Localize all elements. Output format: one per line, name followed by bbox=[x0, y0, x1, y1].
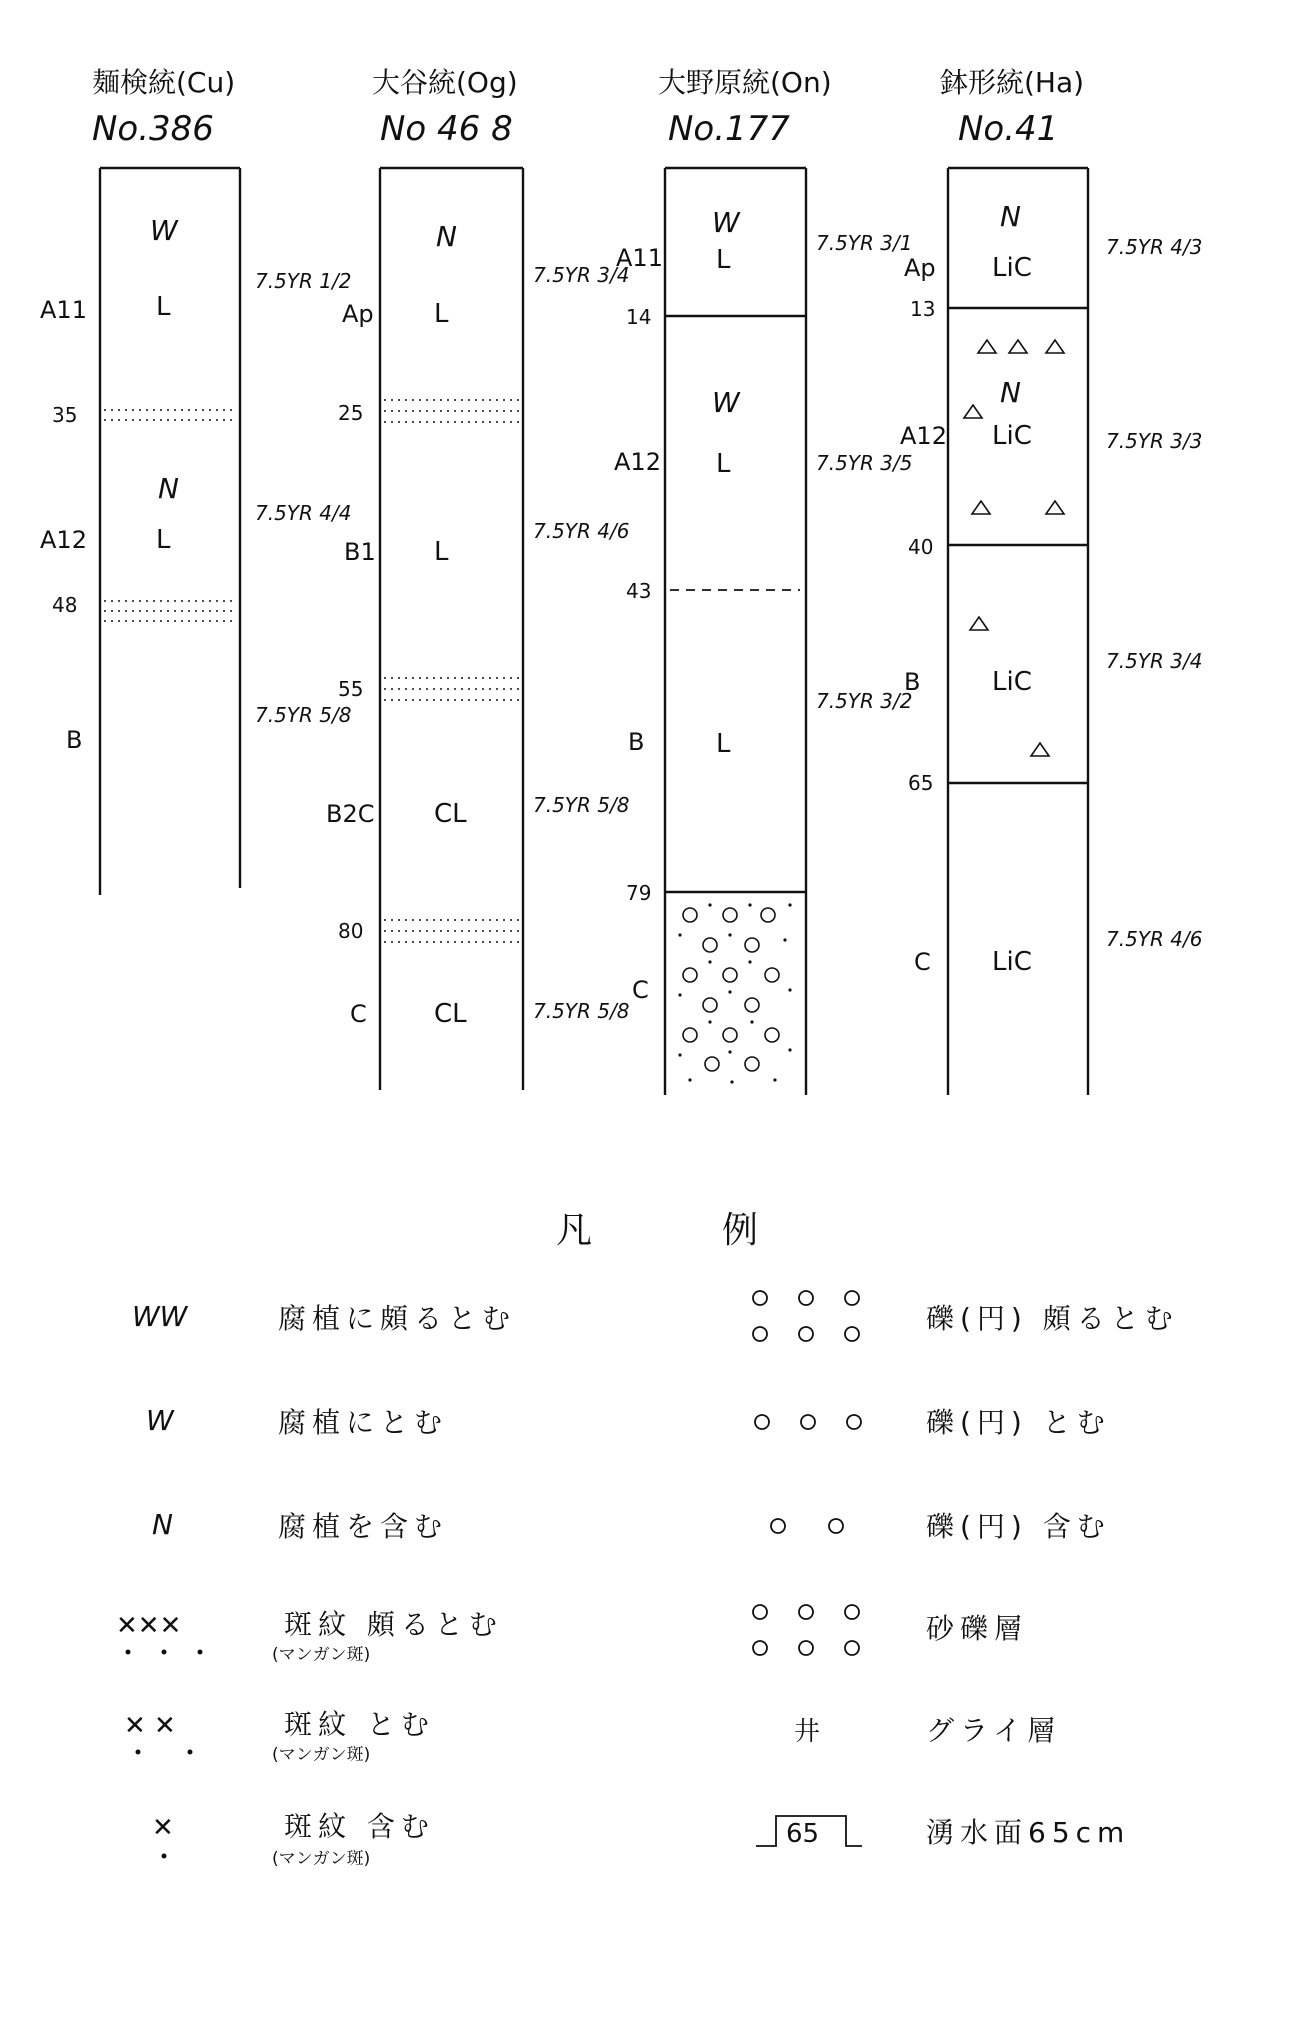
legend-symbol-gravel-many bbox=[753, 1291, 859, 1341]
sand-dot bbox=[708, 960, 711, 963]
sand-dot bbox=[728, 933, 731, 936]
depth-label: 14 bbox=[626, 305, 652, 329]
legend-symbol-mottle-very-many: ✕✕✕ bbox=[116, 1611, 182, 1641]
munsell-color: 7.5YR 3/4 bbox=[533, 263, 630, 287]
legend-label: 湧水面65cm bbox=[926, 1816, 1131, 1849]
triangle-mark bbox=[1046, 340, 1064, 353]
depth-label: 35 bbox=[52, 403, 78, 427]
horizon-label: C bbox=[632, 976, 649, 1004]
dot bbox=[188, 1750, 193, 1755]
legend-symbol-mottle-many: ✕ ✕ bbox=[124, 1711, 176, 1741]
sand-dot bbox=[730, 1080, 733, 1083]
texture-label: L bbox=[156, 292, 171, 322]
gravel-circle bbox=[829, 1519, 843, 1533]
legend-symbol-humus-present: N bbox=[152, 1508, 173, 1541]
triangle-mark bbox=[1046, 501, 1064, 514]
profile-2-series: 大谷統(Og) bbox=[372, 66, 518, 99]
legend-label: 腐植にとむ bbox=[278, 1406, 449, 1439]
profile-2-number: No 46 8 bbox=[380, 109, 513, 149]
legend-sublabel: (マンガン斑) bbox=[272, 1849, 371, 1869]
legend-symbol-humus-rich: W bbox=[146, 1404, 174, 1437]
legend-symbol-gravel-few bbox=[771, 1519, 843, 1533]
gravel-circle bbox=[723, 968, 737, 982]
sand-dot bbox=[788, 903, 791, 906]
gravel-circle bbox=[765, 968, 779, 982]
legend-symbol-water-table bbox=[756, 1816, 862, 1849]
humus-mark: W bbox=[712, 386, 740, 419]
gravel-circle bbox=[799, 1291, 813, 1305]
gravel-circle bbox=[723, 1028, 737, 1042]
horizon-label: A12 bbox=[900, 422, 947, 450]
profile-1-number: No.386 bbox=[92, 109, 214, 149]
depth-label: 79 bbox=[626, 881, 652, 905]
dot bbox=[136, 1750, 141, 1755]
gravel-circle bbox=[845, 1641, 859, 1655]
legend-title-right: 例 bbox=[722, 1210, 759, 1251]
horizon-label: A11 bbox=[40, 296, 87, 324]
legend bbox=[116, 1210, 1179, 1869]
munsell-color: 7.5YR 5/8 bbox=[533, 793, 630, 817]
depth-label: 65 bbox=[908, 771, 934, 795]
horizon-label: B bbox=[66, 726, 83, 754]
legend-label: 斑紋 含む bbox=[284, 1810, 435, 1843]
munsell-color: 7.5YR 3/5 bbox=[816, 451, 913, 475]
sand-dot bbox=[678, 993, 681, 996]
legend-label: 斑紋 頗るとむ bbox=[284, 1608, 503, 1641]
gravel-circle bbox=[845, 1327, 859, 1341]
water-table-depth: 65 bbox=[786, 1819, 820, 1849]
humus-mark: W bbox=[150, 214, 178, 247]
texture-label: L bbox=[434, 299, 449, 329]
legend-symbol-gravel-common bbox=[755, 1415, 861, 1429]
sand-dots bbox=[678, 903, 791, 1083]
munsell-color: 7.5YR 5/8 bbox=[533, 999, 630, 1023]
sand-dot bbox=[783, 938, 786, 941]
gravel-circle bbox=[753, 1641, 767, 1655]
munsell-color: 7.5YR 3/3 bbox=[1106, 429, 1203, 453]
triangle-mark bbox=[964, 405, 982, 418]
gravel-circle bbox=[847, 1415, 861, 1429]
legend-symbol-dots bbox=[162, 1854, 167, 1859]
horizon-label: B1 bbox=[344, 538, 376, 566]
munsell-color: 7.5YR 1/2 bbox=[255, 269, 352, 293]
legend-label: 腐植に頗るとむ bbox=[278, 1302, 517, 1335]
sand-dot bbox=[748, 903, 751, 906]
legend-sublabel: (マンガン斑) bbox=[272, 1745, 371, 1765]
triangle-mark bbox=[972, 501, 990, 514]
legend-symbol-sand-gravel bbox=[753, 1605, 859, 1655]
gravel-circle bbox=[705, 1057, 719, 1071]
gravel-circle bbox=[753, 1291, 767, 1305]
sand-dot bbox=[678, 933, 681, 936]
gravel-circle bbox=[799, 1641, 813, 1655]
gravel-circle bbox=[799, 1605, 813, 1619]
gravel-circle bbox=[703, 938, 717, 952]
sand-dot bbox=[688, 1078, 691, 1081]
horizon-label: C bbox=[350, 1000, 367, 1028]
legend-label: 腐植を含む bbox=[278, 1510, 449, 1543]
legend-label: 礫(円) とむ bbox=[926, 1406, 1111, 1439]
gravel-circle bbox=[683, 1028, 697, 1042]
sand-dot bbox=[678, 1053, 681, 1056]
gravel-circle bbox=[745, 938, 759, 952]
legend-label: 斑紋 とむ bbox=[284, 1708, 435, 1741]
gravel-circle bbox=[745, 1057, 759, 1071]
sand-dot bbox=[708, 1020, 711, 1023]
legend-symbol-humus-very-rich: WW bbox=[132, 1300, 188, 1333]
dot bbox=[162, 1650, 167, 1655]
depth-label: 48 bbox=[52, 593, 78, 617]
legend-label: 礫(円) 頗るとむ bbox=[926, 1302, 1179, 1335]
legend-label: 礫(円) 含む bbox=[926, 1510, 1111, 1543]
legend-sublabel: (マンガン斑) bbox=[272, 1645, 371, 1665]
horizon-label: B bbox=[628, 728, 645, 756]
depth-label: 55 bbox=[338, 677, 364, 701]
profile-4 bbox=[900, 66, 1202, 1095]
dot bbox=[198, 1650, 203, 1655]
sand-dot bbox=[788, 1048, 791, 1051]
triangle-mark bbox=[1009, 340, 1027, 353]
dot bbox=[126, 1650, 131, 1655]
legend-symbol-gley: 井 bbox=[794, 1717, 821, 1747]
texture-label: L bbox=[716, 729, 731, 759]
texture-label: L bbox=[434, 537, 449, 567]
humus-mark: N bbox=[1000, 376, 1021, 409]
sand-dot bbox=[750, 1020, 753, 1023]
profile-4-series: 鉢形統(Ha) bbox=[940, 66, 1085, 99]
legend-symbol-dots bbox=[126, 1650, 203, 1655]
horizon-label: Ap bbox=[342, 300, 374, 328]
horizon-label: A12 bbox=[614, 448, 661, 476]
sand-dot bbox=[748, 960, 751, 963]
texture-label: CL bbox=[434, 799, 467, 829]
depth-label: 13 bbox=[910, 297, 936, 321]
sand-dot bbox=[708, 903, 711, 906]
legend-title-left: 凡 bbox=[556, 1210, 593, 1251]
gravel-circle bbox=[683, 968, 697, 982]
texture-label: LiC bbox=[992, 253, 1032, 283]
triangle-mark bbox=[970, 617, 988, 630]
dot bbox=[162, 1854, 167, 1859]
gravel-circle bbox=[703, 998, 717, 1012]
sand-dot bbox=[773, 1078, 776, 1081]
profile-3-series: 大野原統(On) bbox=[658, 66, 832, 99]
profile-1 bbox=[40, 66, 351, 895]
texture-label: LiC bbox=[992, 667, 1032, 697]
texture-label: LiC bbox=[992, 421, 1032, 451]
sand-dot bbox=[728, 1050, 731, 1053]
horizon-label: A12 bbox=[40, 526, 87, 554]
texture-label: L bbox=[716, 245, 731, 275]
depth-label: 43 bbox=[626, 579, 652, 603]
horizon-label: Ap bbox=[904, 254, 936, 282]
horizon-label: B bbox=[904, 668, 921, 696]
munsell-color: 7.5YR 3/1 bbox=[816, 231, 913, 255]
sand-dot bbox=[788, 988, 791, 991]
gravel-circle bbox=[801, 1415, 815, 1429]
texture-label: L bbox=[156, 525, 171, 555]
gravel-circle bbox=[771, 1519, 785, 1533]
gravel-circle bbox=[765, 1028, 779, 1042]
depth-label: 25 bbox=[338, 401, 364, 425]
sand-dot bbox=[728, 990, 731, 993]
horizon-label: B2C bbox=[326, 800, 375, 828]
gravel-circle bbox=[761, 908, 775, 922]
humus-mark: W bbox=[712, 206, 740, 239]
humus-mark: N bbox=[1000, 200, 1021, 233]
texture-label: CL bbox=[434, 999, 467, 1029]
humus-mark: N bbox=[436, 220, 457, 253]
legend-label: 砂礫層 bbox=[926, 1612, 1029, 1645]
triangle-mark bbox=[978, 340, 996, 353]
profile-4-number: No.41 bbox=[958, 109, 1059, 149]
profile-2 bbox=[326, 66, 629, 1090]
profile-3-number: No.177 bbox=[668, 109, 790, 149]
munsell-color: 7.5YR 4/3 bbox=[1106, 235, 1203, 259]
gravel-circle bbox=[799, 1327, 813, 1341]
munsell-color: 7.5YR 4/6 bbox=[1106, 927, 1203, 951]
depth-label: 80 bbox=[338, 919, 364, 943]
legend-symbol-dots bbox=[136, 1750, 193, 1755]
gravel-circle bbox=[745, 998, 759, 1012]
profile-1-series: 麺検統(Cu) bbox=[92, 66, 236, 99]
munsell-color: 7.5YR 3/2 bbox=[816, 689, 913, 713]
gravel-circle bbox=[845, 1291, 859, 1305]
profile-3 bbox=[614, 66, 912, 1095]
gravel-circle bbox=[753, 1327, 767, 1341]
texture-label: L bbox=[716, 449, 731, 479]
munsell-color: 7.5YR 4/4 bbox=[255, 501, 352, 525]
gravel-circle bbox=[723, 908, 737, 922]
gravel-circle bbox=[683, 908, 697, 922]
legend-label: グライ層 bbox=[926, 1714, 1062, 1747]
legend-symbol-mottle-few: ✕ bbox=[152, 1813, 174, 1843]
munsell-color: 7.5YR 4/6 bbox=[533, 519, 630, 543]
horizon-label: C bbox=[914, 948, 931, 976]
triangle-mark bbox=[1031, 743, 1049, 756]
gravel-circle bbox=[755, 1415, 769, 1429]
gravel-circle bbox=[753, 1605, 767, 1619]
munsell-color: 7.5YR 5/8 bbox=[255, 703, 352, 727]
depth-label: 40 bbox=[908, 535, 934, 559]
gravel-circle bbox=[845, 1605, 859, 1619]
sand-gravel-fill bbox=[683, 908, 779, 1071]
horizon-label: A11 bbox=[616, 244, 663, 272]
texture-label: LiC bbox=[992, 947, 1032, 977]
munsell-color: 7.5YR 3/4 bbox=[1106, 649, 1203, 673]
humus-mark: N bbox=[158, 472, 179, 505]
